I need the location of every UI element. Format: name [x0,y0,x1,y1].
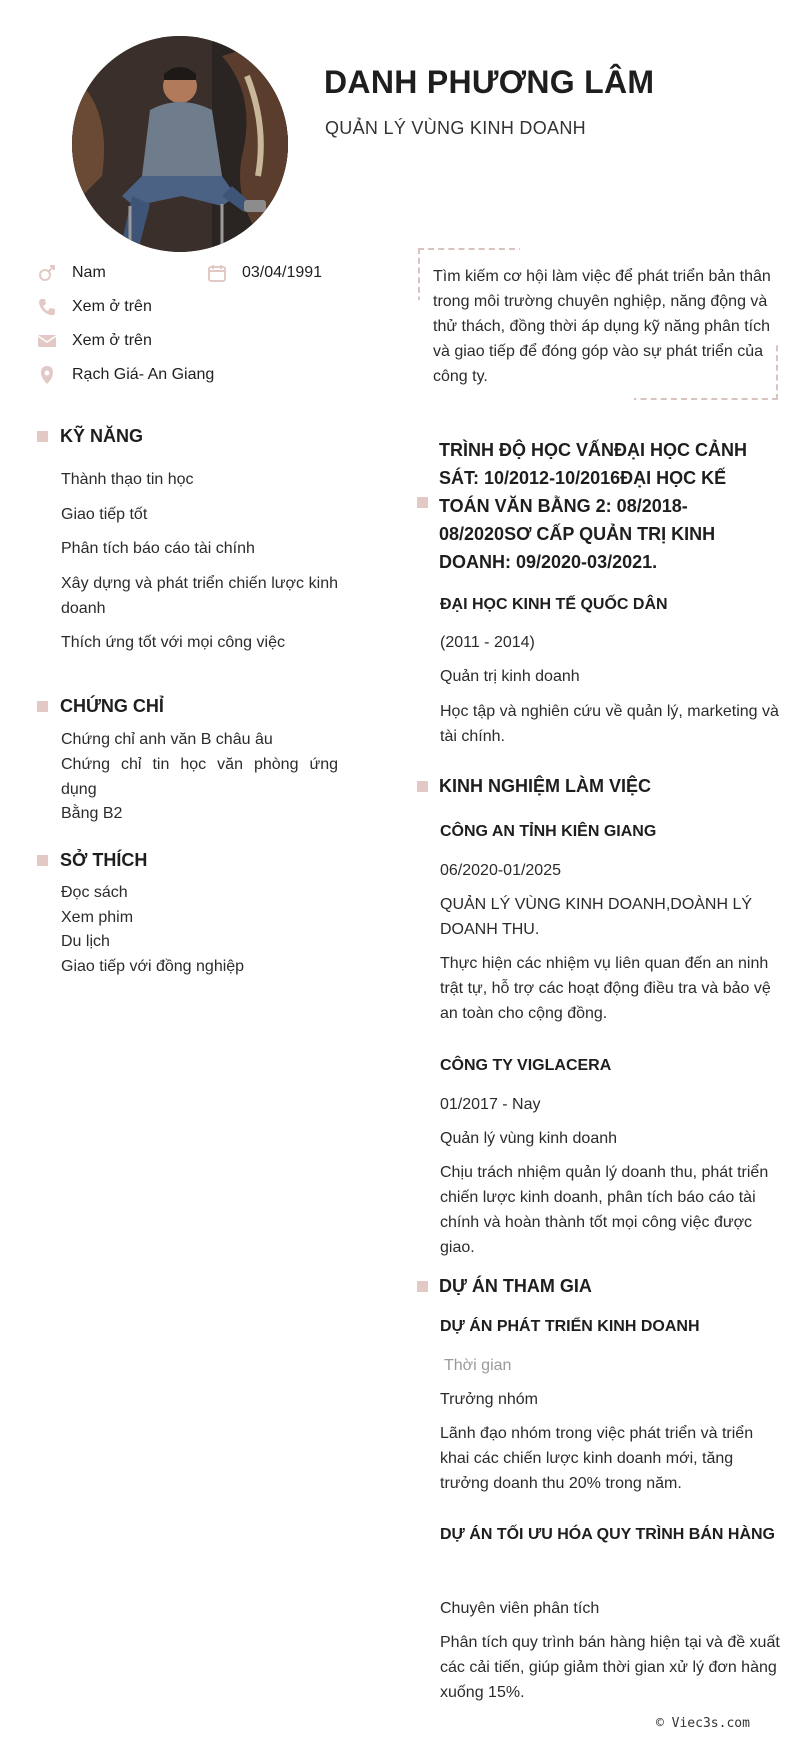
project-description: Lãnh đạo nhóm trong việc phát triển và triển khai các chiến lược kinh doanh mới, tăng trưởng doanh thu 20% trong năm. [440,1425,754,1492]
skill-item: Thành thạo tin học [61,471,194,488]
project-time-placeholder: Thời gian [444,1357,512,1374]
education-school: ĐẠI HỌC KINH TẾ QUỐC DÂN [440,596,668,613]
skill-item: Phân tích báo cáo tài chính [61,540,255,557]
project-description: Phân tích quy trình bán hàng hiện tại và đề xuất các cải tiến, giúp giảm thời gian xử lý đơn hàng xuống 15%. [440,1634,780,1701]
contact-email [36,330,152,352]
education-description: Học tập và nghiên cứu về quản lý, marketing và tài chính. [440,703,779,745]
section-marker [37,701,48,712]
experience-title: KINH NGHIỆM LÀM VIỆC [439,776,652,796]
phone-value: Xem ở trên [72,298,152,315]
education-major: Quản trị kinh doanh [440,668,580,685]
section-marker [417,781,428,792]
phone-icon [36,296,58,318]
hobby-item: Đọc sách [61,884,128,901]
gender-icon [36,262,58,284]
contact-address [36,364,214,386]
skill-item: Thích ứng tốt với mọi công việc [61,634,285,651]
section-marker [417,497,428,508]
hobbies-title: SỞ THÍCH [60,850,148,870]
job-company: CÔNG TY VIGLACERA [440,1057,612,1074]
section-marker [37,431,48,442]
job-position: Quản lý vùng kinh doanh [440,1130,618,1147]
address-value: Rạch Giá- An Giang [72,366,215,383]
project-role: Trưởng nhóm [440,1391,538,1408]
contact-phone [36,296,152,318]
location-pin-icon [36,364,58,386]
certificate-item: Bằng B2 [61,805,123,822]
project-name: DỰ ÁN TỐI ƯU HÓA QUY TRÌNH BÁN HÀNG [440,1526,775,1543]
contact-gender [36,262,106,284]
education-period: (2011 - 2014) [440,634,535,651]
education-heading: TRÌNH ĐỘ HỌC VẤNĐẠI HỌC CẢNH SÁT: 10/2012-10/2016ĐẠI HỌC KẾ TOÁN VĂN BẰNG 2: 08/2018-08/2020SƠ CẤP QUẢN TRỊ KINH DOANH: 09/2020-03/2021. [439,440,747,572]
job-description: Thực hiện các nhiệm vụ liên quan đến an ninh trật tự, hỗ trợ các hoạt động điều tra và bảo vệ an toàn cho cộng đồng. [440,955,771,1022]
email-value: Xem ở trên [72,332,152,349]
project-role: Chuyên viên phân tích [440,1600,600,1617]
candidate-name: DANH PHƯƠNG LÂM [324,64,655,100]
job-description: Chịu trách nhiệm quản lý doanh thu, phát triển chiến lược kinh doanh, phân tích báo cáo tài chính và hoàn thành tốt mọi công việc được giao. [440,1164,769,1256]
job-company: CÔNG AN TỈNH KIÊN GIANG [440,823,657,840]
job-period: 06/2020-01/2025 [440,862,561,879]
projects-title: DỰ ÁN THAM GIA [439,1276,592,1296]
envelope-icon [36,330,58,352]
calendar-icon [206,262,228,284]
gender-value: Nam [72,264,106,281]
certificates-title: CHỨNG CHỈ [60,696,164,716]
hobby-item: Giao tiếp với đồng nghiệp [61,958,245,975]
project-name: DỰ ÁN PHÁT TRIỂN KINH DOANH [440,1318,700,1335]
hobby-item: Xem phim [61,909,134,926]
section-marker [417,1281,428,1292]
candidate-role: QUẢN LÝ VÙNG KINH DOANH [325,118,586,138]
job-position: QUẢN LÝ VÙNG KINH DOANH,DOÀNH LÝ DOANH THU. [440,896,753,938]
certificate-item: Chứng chỉ anh văn B châu âu [61,731,273,748]
watermark: © Viec3s.com [656,1716,750,1731]
contact-birthday [206,262,322,284]
career-objective: Tìm kiếm cơ hội làm việc để phát triển bản thân trong môi trường chuyên nghiệp, năng động và thử thách, đồng thời áp dụng kỹ năng phân tích và giao tiếp để đóng góp vào sự phát triển của công ty. [433,268,771,385]
certificate-item: Chứng chỉ tin học văn phòng ứng dụng [61,756,338,798]
skill-item: Xây dựng và phát triển chiến lược kinh doanh [61,575,338,617]
job-period: 01/2017 - Nay [440,1096,541,1113]
avatar [72,36,288,252]
skills-title: KỸ NĂNG [60,426,144,446]
skill-item: Giao tiếp tốt [61,506,148,523]
hobby-item: Du lịch [61,933,110,950]
section-marker [37,855,48,866]
birthday-value: 03/04/1991 [242,264,323,281]
